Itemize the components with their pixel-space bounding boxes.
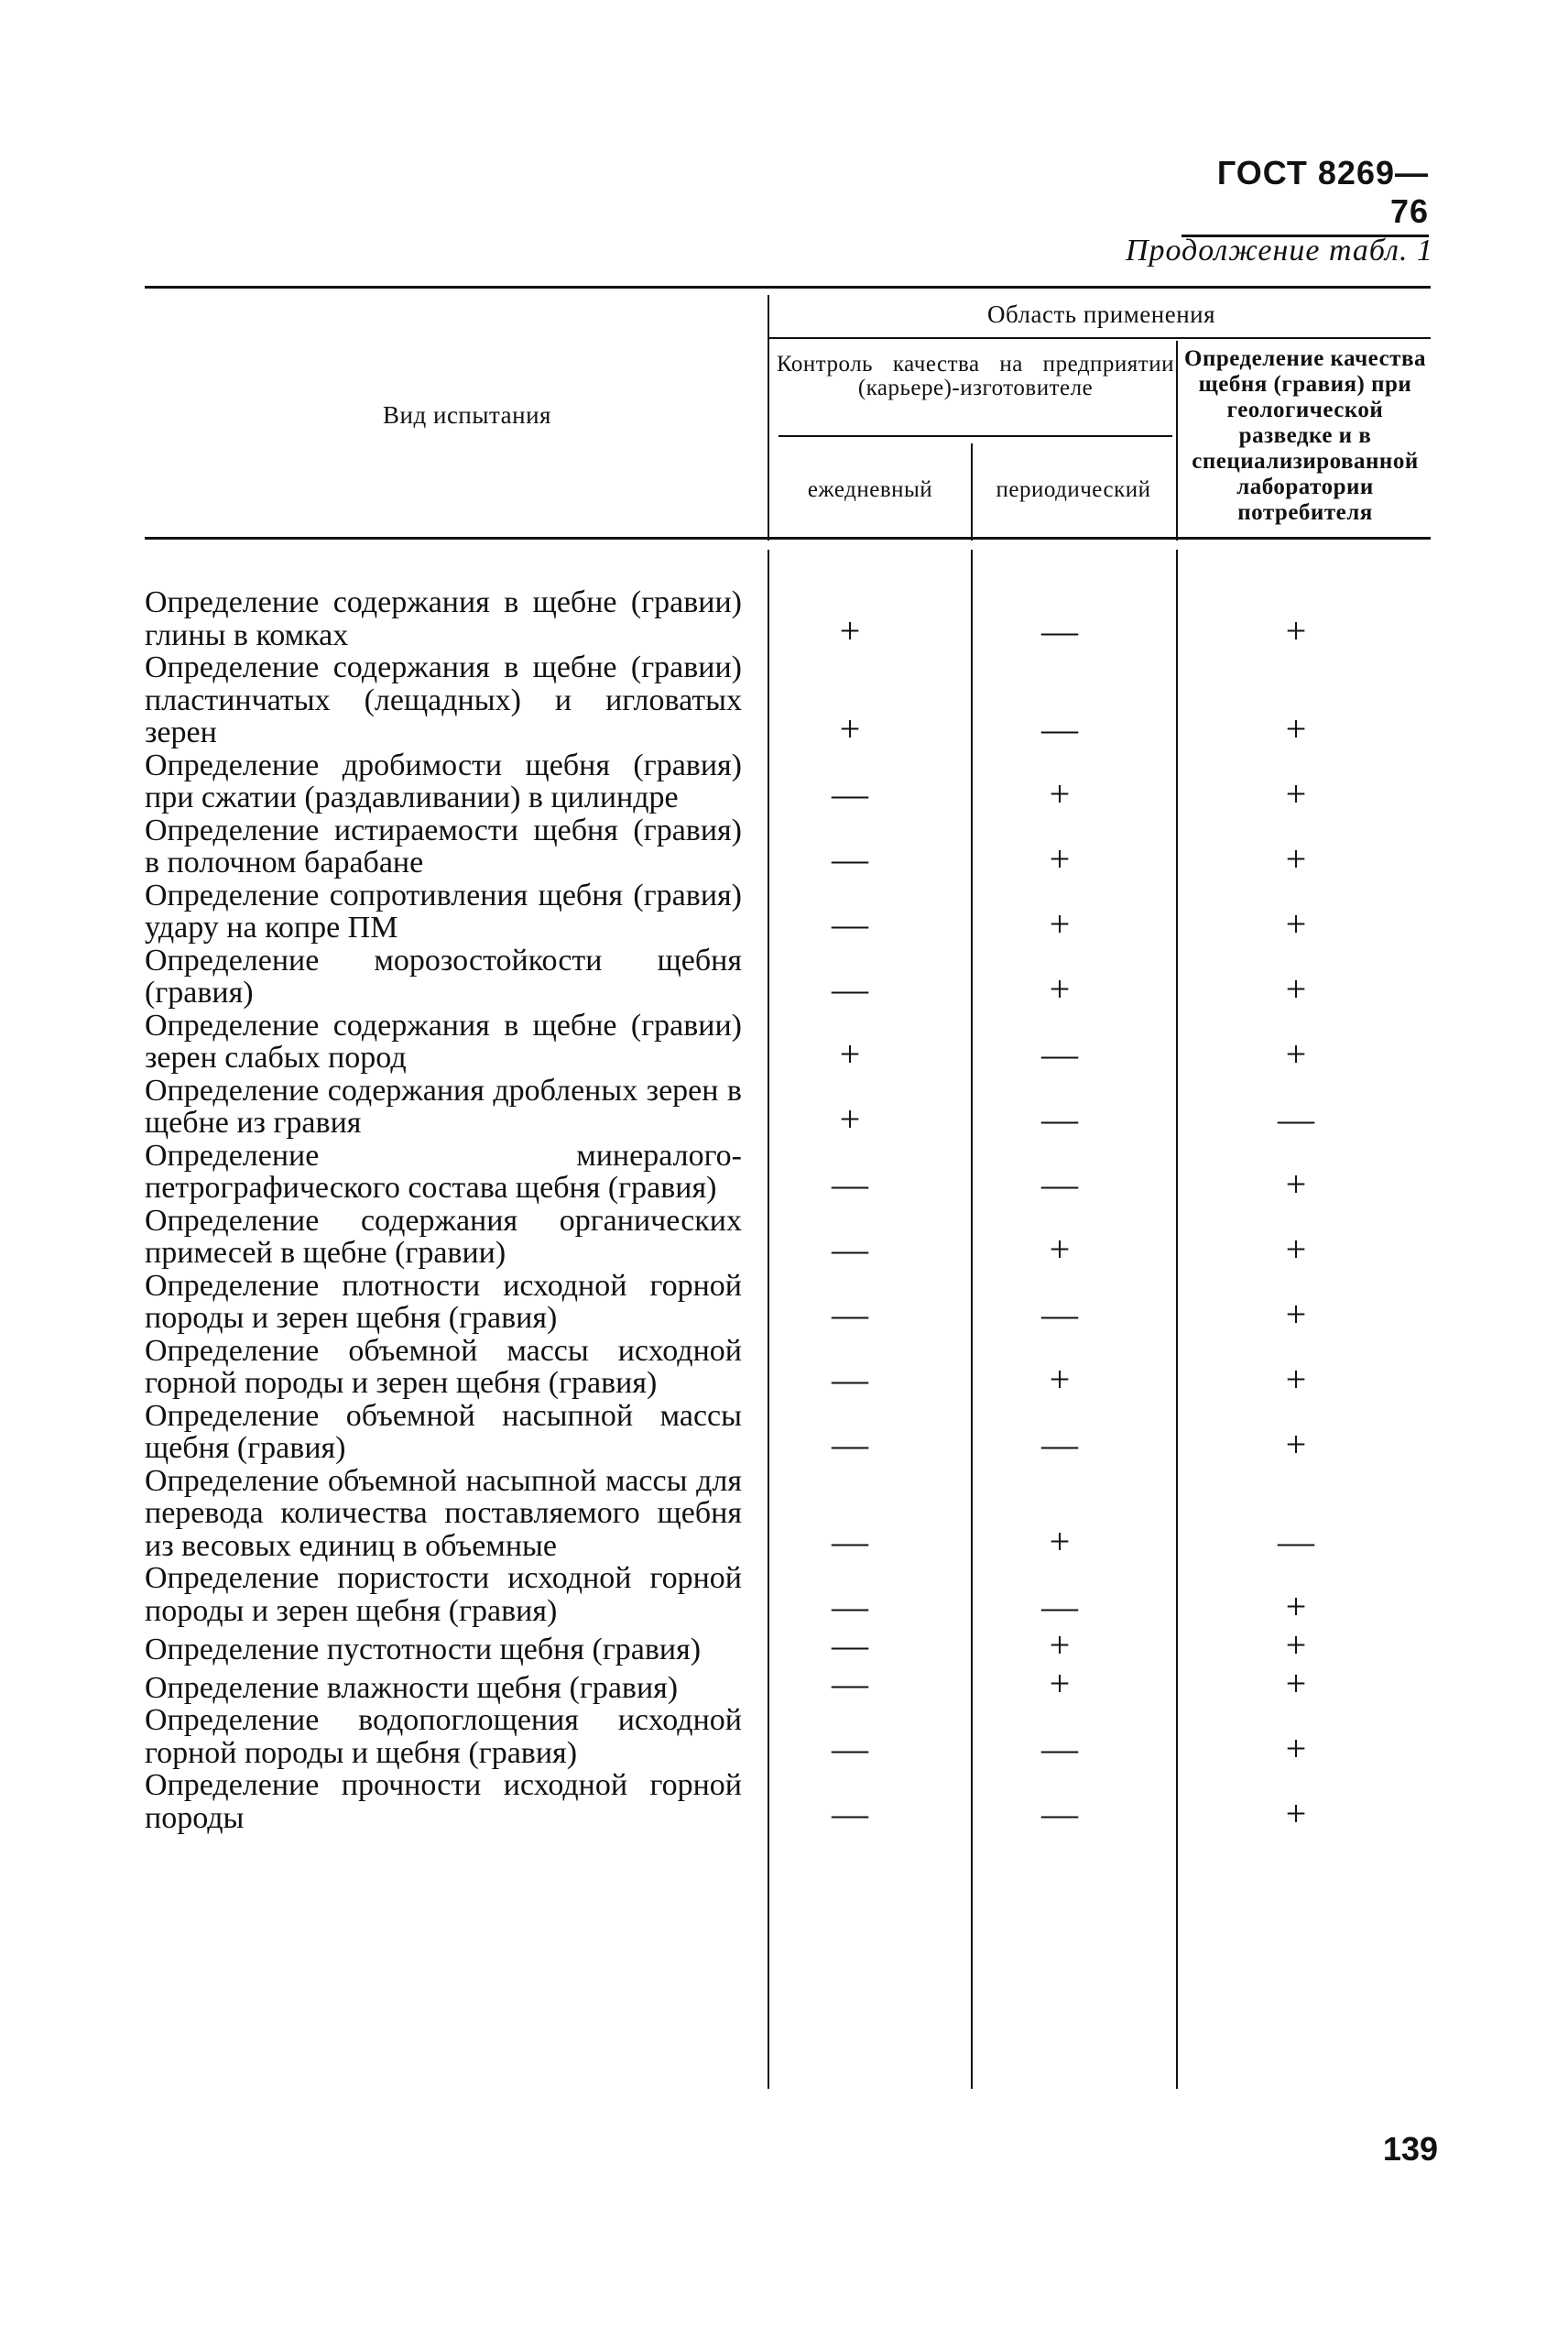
geology-mark: + (1285, 1293, 1307, 1335)
test-name: Определение водопоглощения исходной горной породы и щебня (гравия) (145, 1703, 742, 1770)
periodic-mark: — (1041, 1293, 1078, 1335)
table-row (145, 651, 1431, 749)
geology-mark: — (1278, 1521, 1314, 1562)
periodic-mark: + (1049, 1663, 1071, 1704)
daily-mark: — (832, 1586, 868, 1627)
periodic-mark: — (1041, 1728, 1078, 1769)
daily-mark: — (832, 1293, 868, 1335)
daily-mark: — (832, 1793, 868, 1834)
geology-mark: + (1285, 967, 1307, 1010)
test-name: Определение дробимости щебня (гравия) при сжатии (раздавливании) в цилиндре (145, 748, 742, 814)
test-name: Определение истираемости щебня (гравия) в полочном барабане (145, 813, 742, 879)
periodic-mark: — (1041, 1098, 1078, 1140)
test-name: Определение сопротивления щебня (гравия) удару на копре ПМ (145, 878, 742, 945)
geology-mark: + (1285, 1228, 1307, 1270)
periodic-mark: + (1049, 1521, 1071, 1562)
table-row (145, 814, 1431, 879)
periodic-mark: — (1041, 610, 1078, 651)
test-name: Определение содержания в щебне (гравии) глины в комках (145, 585, 742, 652)
periodic-mark: — (1041, 1032, 1078, 1075)
table-row (145, 1562, 1431, 1627)
header-test-type: Вид испытания (383, 401, 551, 429)
periodic-mark: + (1049, 1624, 1071, 1666)
periodic-mark: — (1041, 1586, 1078, 1627)
periodic-mark: — (1041, 707, 1078, 749)
geology-mark: + (1285, 1586, 1307, 1627)
periodic-mark: + (1049, 902, 1071, 945)
header-daily: ежедневный (807, 477, 933, 502)
test-name: Определение объемной насыпной массы для перевода количества поставляемого щебня из весовых единиц в объемные (145, 1463, 742, 1563)
test-name: Определение прочности исходной горной породы (145, 1768, 742, 1835)
test-name: Определение содержания в щебне (гравии) зерен слабых пород (145, 1008, 742, 1075)
test-name: Определение содержания дробленых зерен в щебне из гравия (145, 1073, 742, 1140)
test-name: Определение пористости исходной горной породы и зерен щебня (гравия) (145, 1561, 742, 1628)
daily-mark: — (832, 902, 868, 945)
table-top-rule (145, 286, 1431, 289)
geology-mark: + (1285, 1032, 1307, 1075)
table-row (145, 749, 1431, 814)
header-scope: Область применения (986, 300, 1216, 328)
periodic-mark: + (1049, 837, 1071, 879)
table-row (145, 586, 1431, 651)
test-table-body (145, 586, 1431, 1834)
geology-mark: + (1285, 1358, 1307, 1400)
test-name: Определение объемной массы исходной горной породы и зерен щебня (гравия) (145, 1333, 742, 1400)
daily-mark: — (832, 1663, 868, 1704)
geology-mark: + (1285, 837, 1307, 879)
geology-mark: — (1278, 1098, 1314, 1140)
table-row (145, 1400, 1431, 1465)
page-number: 139 (1382, 2130, 1438, 2168)
table-continuation-caption: Продолжение табл. 1 (1125, 234, 1433, 268)
control-underline (779, 435, 1172, 437)
table-row (145, 1704, 1431, 1769)
geology-mark: + (1285, 1163, 1307, 1205)
table-row (145, 1270, 1431, 1335)
table-row (145, 1205, 1431, 1270)
daily-mark: — (832, 967, 868, 1010)
daily-mark: — (832, 1358, 868, 1400)
header-quality-control: Контроль качества на предприятии (карьере)-изготовителе (777, 352, 1174, 400)
periodic-mark: — (1041, 1793, 1078, 1834)
table-row (145, 1465, 1431, 1563)
daily-mark: — (832, 1521, 868, 1562)
periodic-mark: + (1049, 772, 1071, 814)
test-name: Определение влажности щебня (гравия) (145, 1670, 679, 1705)
daily-mark: — (832, 1728, 868, 1769)
test-table (145, 586, 1431, 1834)
table-row (145, 1335, 1431, 1400)
daily-mark: + (839, 610, 861, 651)
daily-mark: — (832, 1163, 868, 1205)
geology-mark: + (1285, 707, 1307, 749)
daily-mark: + (839, 1098, 861, 1140)
table-row (145, 945, 1431, 1010)
test-name: Определение объемной насыпной массы щебня (гравия) (145, 1398, 742, 1465)
daily-mark: — (832, 772, 868, 814)
test-name: Определение морозостойкости щебня (гравия) (145, 943, 742, 1010)
test-name: Определение содержания органических примесей в щебне (гравии) (145, 1203, 742, 1270)
periodic-mark: + (1049, 1228, 1071, 1270)
table-row (145, 879, 1431, 945)
scope-underline (769, 337, 1431, 339)
header-geology: Определение качества щебня (гравия) при геологической разведке и в специализированной лаборатории потребителя (1184, 346, 1426, 525)
header-periodic: периодический (996, 477, 1151, 502)
table-row (145, 1010, 1431, 1075)
geology-mark: + (1285, 772, 1307, 814)
table-row (145, 1769, 1431, 1834)
vline-control-divider (1176, 341, 1178, 541)
geology-mark: + (1285, 902, 1307, 945)
test-name: Определение содержания в щебне (гравии) пластинчатых (лещадных) и игловатых зерен (145, 650, 742, 749)
table-row (145, 1075, 1431, 1140)
geology-mark: + (1285, 1728, 1307, 1769)
table-row (145, 1627, 1431, 1666)
periodic-mark: + (1049, 967, 1071, 1010)
periodic-mark: — (1041, 1423, 1078, 1465)
table-row (145, 1666, 1431, 1704)
geology-mark: + (1285, 1793, 1307, 1834)
geology-mark: + (1285, 610, 1307, 651)
geology-mark: + (1285, 1663, 1307, 1704)
daily-mark: — (832, 1228, 868, 1270)
vline-test-divider (768, 295, 769, 541)
header-bottom-rule (145, 537, 1431, 540)
daily-mark: + (839, 1032, 861, 1075)
daily-mark: — (832, 1624, 868, 1666)
test-name: Определение пустотности щебня (гравия) (145, 1632, 702, 1666)
geology-mark: + (1285, 1624, 1307, 1666)
daily-mark: — (832, 1423, 868, 1465)
periodic-mark: + (1049, 1358, 1071, 1400)
periodic-mark: — (1041, 1163, 1078, 1205)
table-row (145, 1140, 1431, 1205)
daily-mark: + (839, 707, 861, 749)
test-name: Определение минералого-петрографического состава щебня (гравия) (145, 1138, 742, 1205)
daily-mark: — (832, 837, 868, 879)
test-name: Определение плотности исходной горной породы и зерен щебня (гравия) (145, 1268, 742, 1335)
geology-mark: + (1285, 1423, 1307, 1465)
document-code: ГОСТ 8269—76 (1181, 154, 1429, 237)
